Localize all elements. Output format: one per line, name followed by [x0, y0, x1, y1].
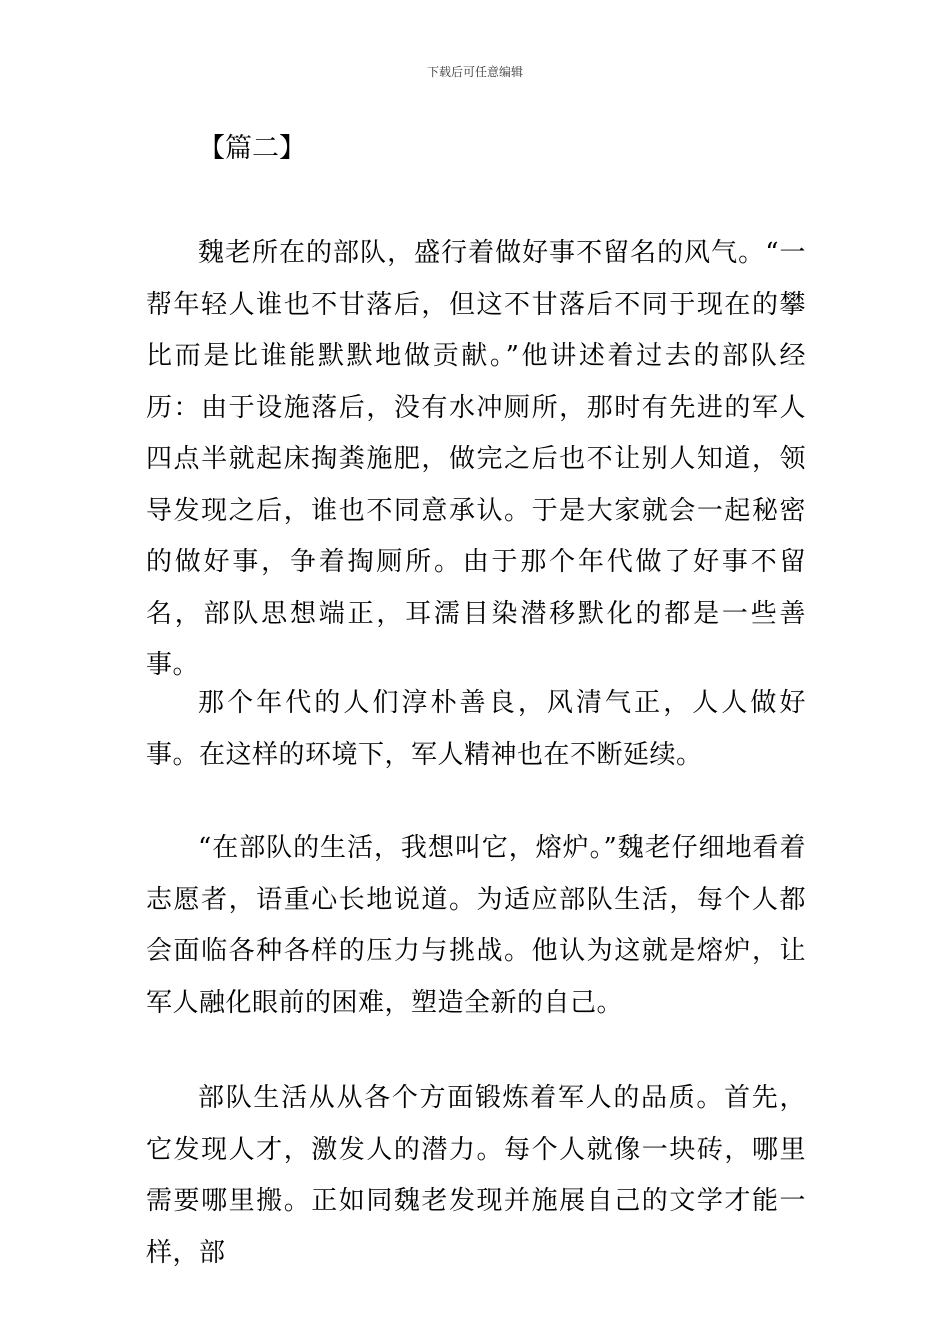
section-title: 【篇二】	[198, 133, 306, 164]
header-note: 下载后可任意编辑	[426, 65, 523, 79]
paragraph-2: 那个年代的人们淳朴善良，风清气正，人人做好事。在这样的环境下，军人精神也在不断延续。	[146, 688, 806, 770]
paragraph-1: 魏老所在的部队，盛行着做好事不留名的风气。“一帮年轻人谁也不甘落后，但这不甘落后不同于现在的攀比而是比谁能默默地做贡献。”他讲述着过去的部队经历：由于设施落后，没有水冲厕所，那时有先进的军人四点半就起床掏粪施肥，做完之后也不让别人知道，领导发现之后，谁也不同意承认。于是大家就会一起秘密的做好事，争着掏厕所。由于那个年代做了好事不留名，部队思想端正，耳濡目染潜移默化的都是一些善事。	[146, 238, 806, 680]
paragraph-3: “在部队的生活，我想叫它，熔炉。”魏老仔细地看着志愿者，语重心长地说道。为适应部队生活，每个人都会面临各种各样的压力与挑战。他认为这就是熔炉，让军人融化眼前的困难，塑造全新的自己。	[146, 833, 806, 1018]
paragraph-4: 部队生活从从各个方面锻炼着军人的品质。首先，它发现人才，激发人的潜力。每个人就像一块砖，哪里需要哪里搬。正如同魏老发现并施展自己的文学才能一样，部	[146, 1083, 806, 1268]
